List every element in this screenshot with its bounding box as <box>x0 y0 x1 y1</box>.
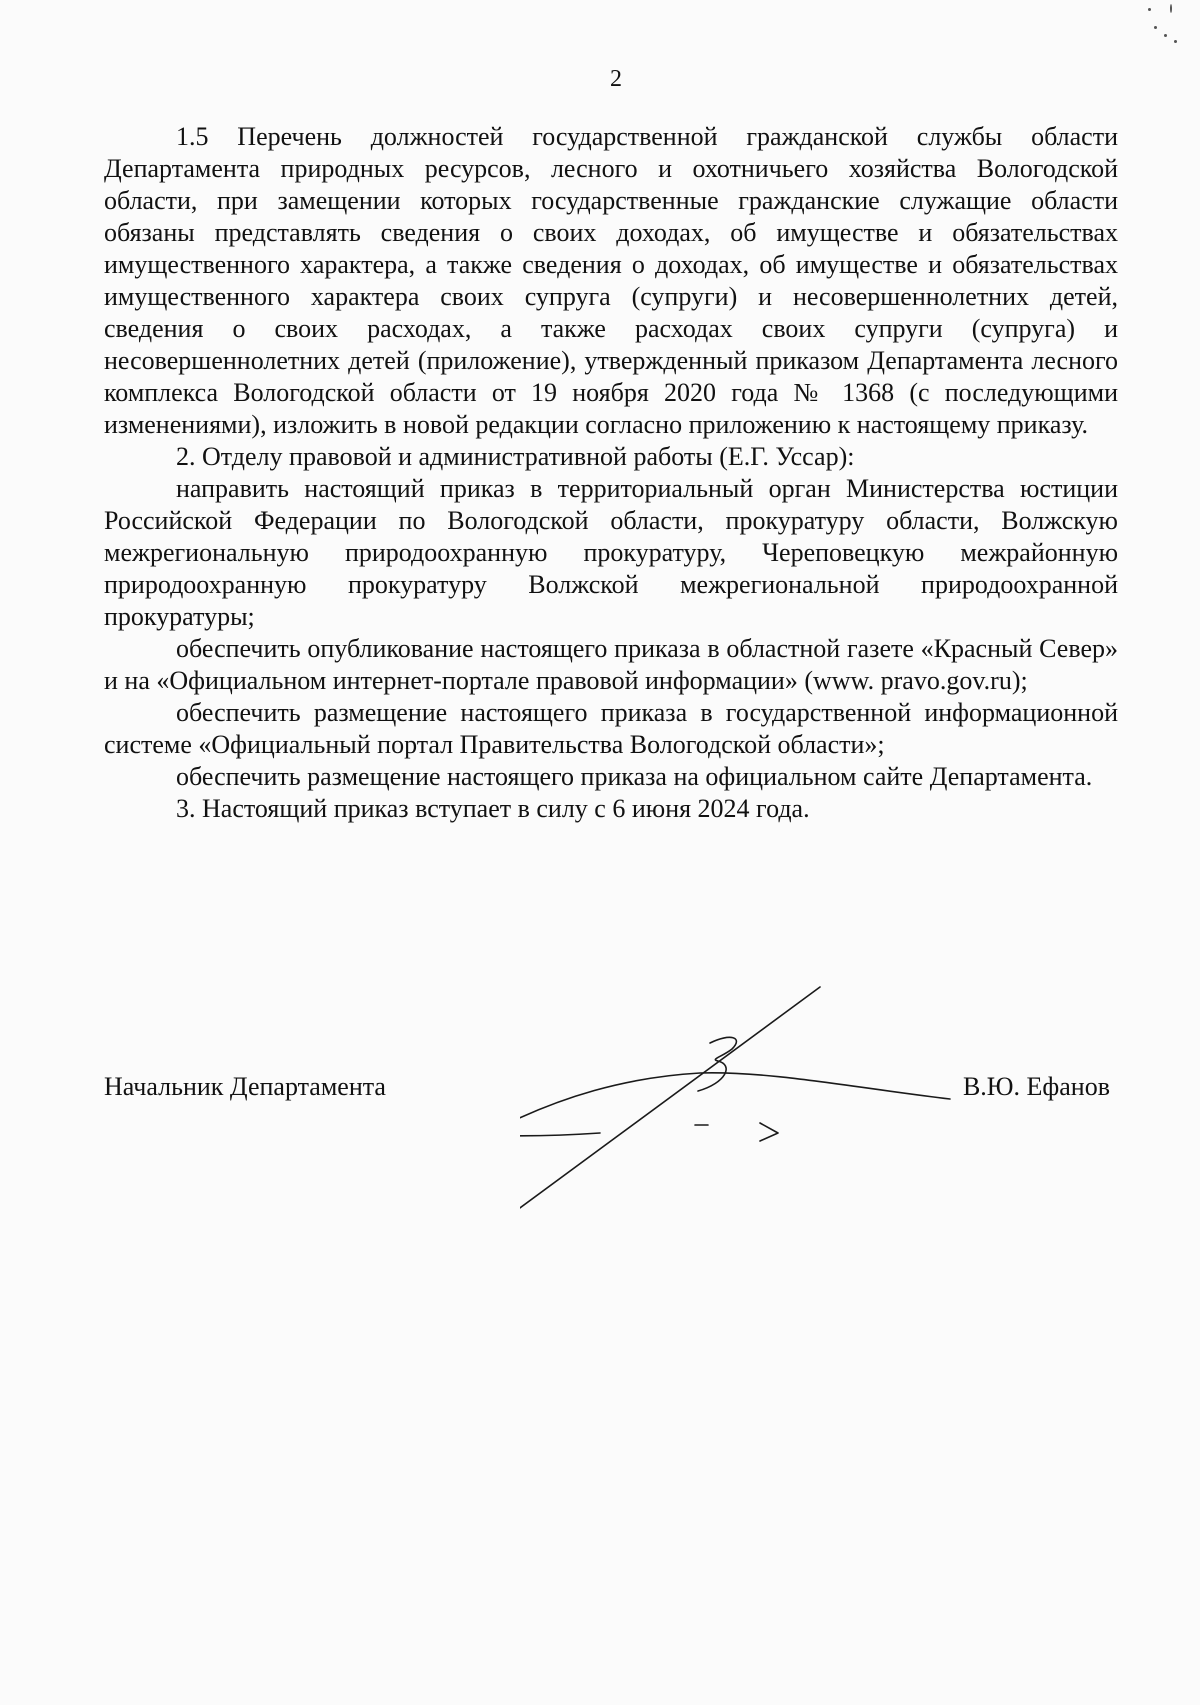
signatory-name: В.Ю. Ефанов <box>962 1072 1110 1101</box>
paragraph-2-website: обеспечить размещение настоящего приказа на официальном сайте Департамента. <box>176 762 1093 791</box>
paragraph-2-send: направить настоящий приказ в территориальный орган Министерства юстиции Российской Федерации по Вологодской области, прокуратуру области, Волжскую межрегиональную природоохранную прокуратуру, Череповецкую межрайонную природоохранную прокуратуру Волжской межрегиональной природоохранной прокуратуры; <box>104 474 1118 631</box>
handwritten-signature <box>520 975 960 1245</box>
paragraph-2-publish: обеспечить опубликование настоящего приказа в областной газете «Красный Север» и на «Официальном интернет-портале правовой информации» (www. pravo.gov.ru); <box>104 634 1118 695</box>
paragraph-2-gis: обеспечить размещение настоящего приказа в государственной информационной системе «Официальный портал Правительства Вологодской области»; <box>104 698 1118 759</box>
paragraph-3: 3. Настоящий приказ вступает в силу с 6 июня 2024 года. <box>176 794 810 823</box>
paragraph-1-5: 1.5 Перечень должностей государственной гражданской службы области Департамента природных ресурсов, лесного и охотничьего хозяйства Вологодской области, при замещении которых государственные гражданские служащие области обязаны представлять сведения о своих доходах, об имуществе и обязательствах имущественного характера, а также сведения о доходах, об имуществе и обязательствах имущественного характера своих супруга (супруги) и несовершеннолетних детей, сведения о своих расходах, а также расходах своих супруги (супруга) и несовершеннолетних детей (приложение), утвержденный приказом Департамента лесного комплекса Вологодской области от 19 ноября 2020 года № 1368 (с последующими изменениями), изложить в новой редакции согласно приложению к настоящему приказу. <box>104 122 1118 439</box>
page-number: 2 <box>610 66 622 92</box>
document-body <box>104 121 1118 825</box>
paragraph-2: 2. Отделу правовой и административной работы (Е.Г. Уссар): <box>176 442 855 471</box>
scan-artifacts <box>1140 0 1200 60</box>
signatory-title: Начальник Департамента <box>104 1072 386 1101</box>
